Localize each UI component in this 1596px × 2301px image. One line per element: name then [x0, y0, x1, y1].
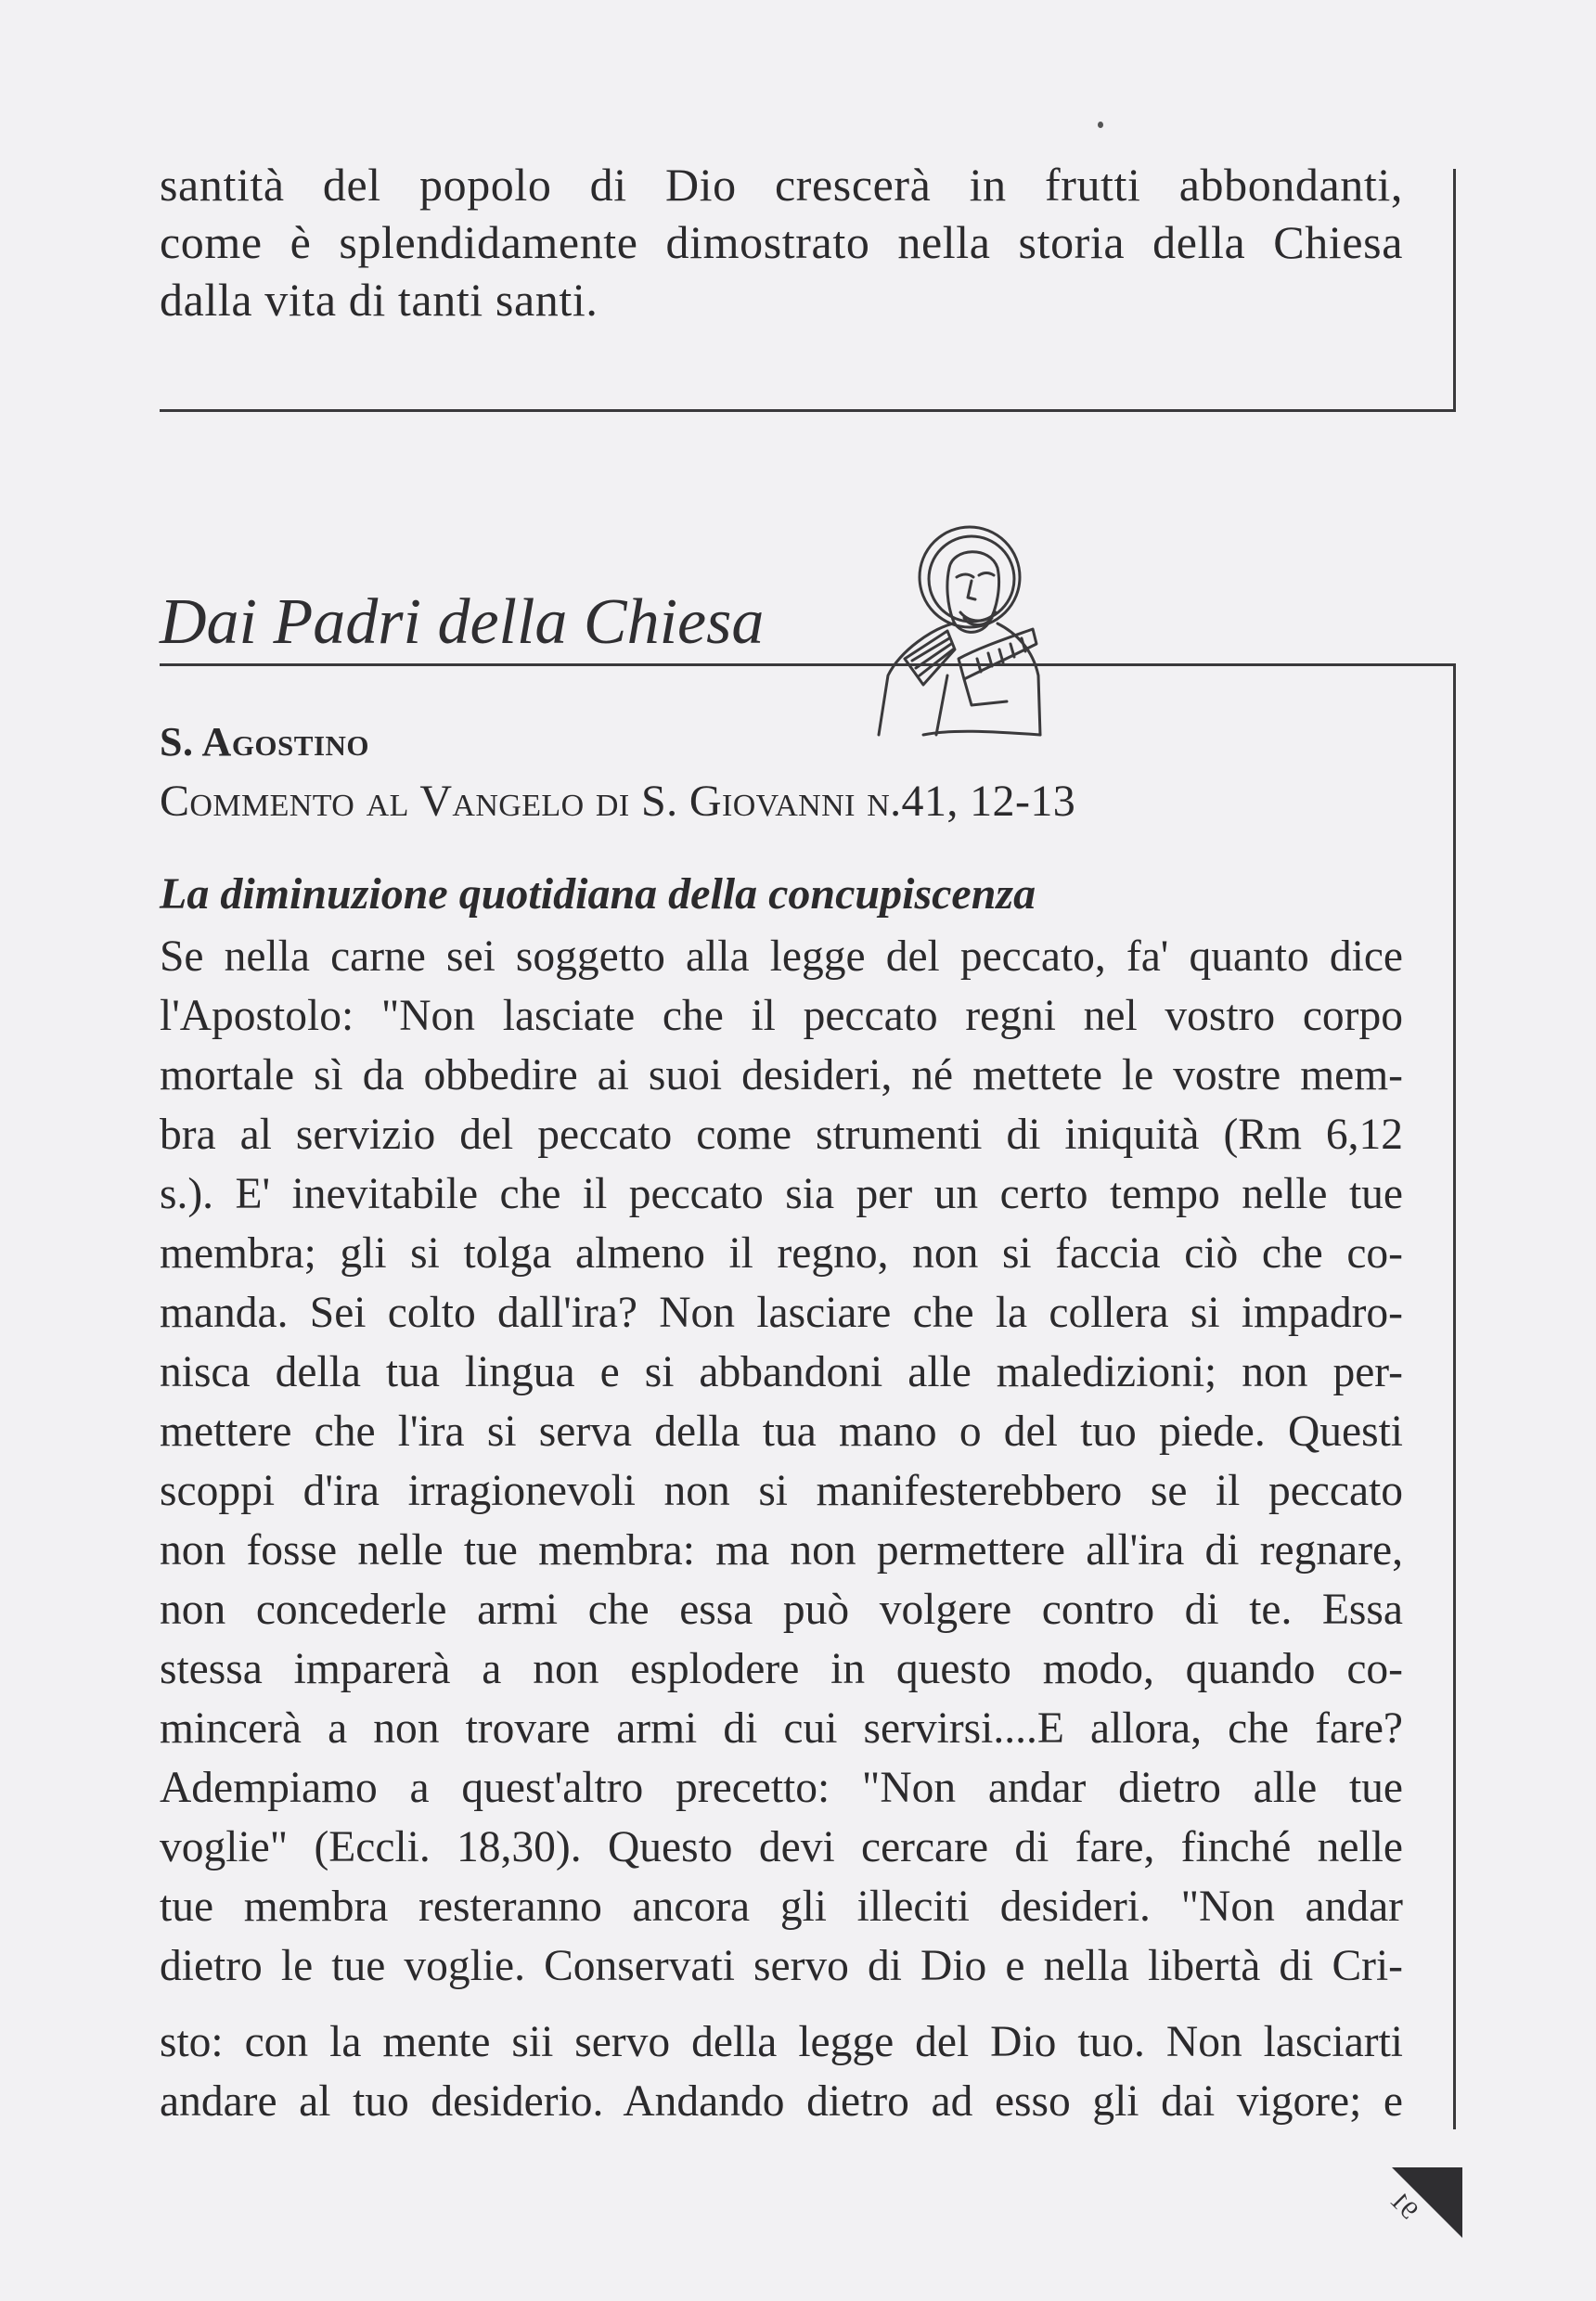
- intro-line-1: santità del popolo di Dio crescerà in frutti abbondanti,: [160, 159, 1403, 211]
- body-line: stessa imparerà a non esplodere in questo modo, quando co-: [160, 1645, 1403, 1693]
- section-frame-right: [1453, 663, 1456, 2129]
- body-line: Adempiamo a quest'altro precetto: "Non andar dietro alle tue: [160, 1764, 1403, 1812]
- body-line: non fosse nelle tue membra: ma non permettere all'ira di regnare,: [160, 1526, 1403, 1575]
- intro-frame-right: [1453, 169, 1456, 412]
- intro-line-2: come è splendidamente dimostrato nella storia della Chiesa: [160, 216, 1403, 268]
- body-line: andare al tuo desiderio. Andando dietro ad esso gli dai vigore; e: [160, 2077, 1403, 2126]
- body-line: tue membra resteranno ancora gli illeciti desideri. "Non andar: [160, 1883, 1403, 1931]
- saint-augustine-icon: [868, 520, 1053, 738]
- body-line: dietro le tue voglie. Conservati servo di Dio e nella libertà di Cri-: [160, 1942, 1403, 1990]
- body-line: Se nella carne sei soggetto alla legge del peccato, fa' quanto dice: [160, 932, 1403, 981]
- body-line: sto: con la mente sii servo della legge del Dio tuo. Non lasciarti: [160, 2018, 1403, 2066]
- intro-frame-bottom: [160, 409, 1456, 412]
- body-line: s.). E' inevitabile che il peccato sia per un certo tempo nelle tue: [160, 1170, 1403, 1218]
- print-speck: [1098, 122, 1103, 128]
- section-title: Dai Padri della Chiesa: [160, 586, 765, 658]
- body-line: non concederle armi che essa può volgere contro di te. Essa: [160, 1586, 1403, 1634]
- body-line: membra; gli si tolga almeno il regno, non si faccia ciò che co-: [160, 1229, 1403, 1278]
- body-line: voglie" (Eccli. 18,30). Questo devi cercare di fare, finché nelle: [160, 1823, 1403, 1871]
- passage-heading: La diminuzione quotidiana della concupiscenza: [160, 869, 1036, 919]
- section-rule: [160, 663, 1456, 666]
- page-number-corner: [1383, 2162, 1466, 2245]
- body-line: scoppi d'ira irragionevoli non si manifesterebbero se il peccato: [160, 1467, 1403, 1515]
- body-line: mincerà a non trovare armi di cui servirsi....E allora, che fare?: [160, 1704, 1403, 1753]
- body-line: bra al servizio del peccato come strumenti di iniquità (Rm 6,12: [160, 1111, 1403, 1159]
- body-line: manda. Sei colto dall'ira? Non lasciare che la collera si impadro-: [160, 1289, 1403, 1337]
- author-name: S. Agostino: [160, 719, 370, 765]
- body-line: mettere che l'ira si serva della tua mano o del tuo piede. Questi: [160, 1408, 1403, 1456]
- page-number: 91: [1384, 2186, 1423, 2226]
- source-reference: Commento al Vangelo di S. Giovanni n.41, 12-13: [160, 777, 1076, 826]
- intro-line-3: dalla vita di tanti santi.: [160, 274, 598, 326]
- body-line: mortale sì da obbedire ai suoi desideri, né mettete le vostre mem-: [160, 1051, 1403, 1099]
- body-line: l'Apostolo: "Non lasciate che il peccato regni nel vostro corpo: [160, 992, 1403, 1040]
- body-line: nisca della tua lingua e si abbandoni alle maledizioni; non per-: [160, 1348, 1403, 1396]
